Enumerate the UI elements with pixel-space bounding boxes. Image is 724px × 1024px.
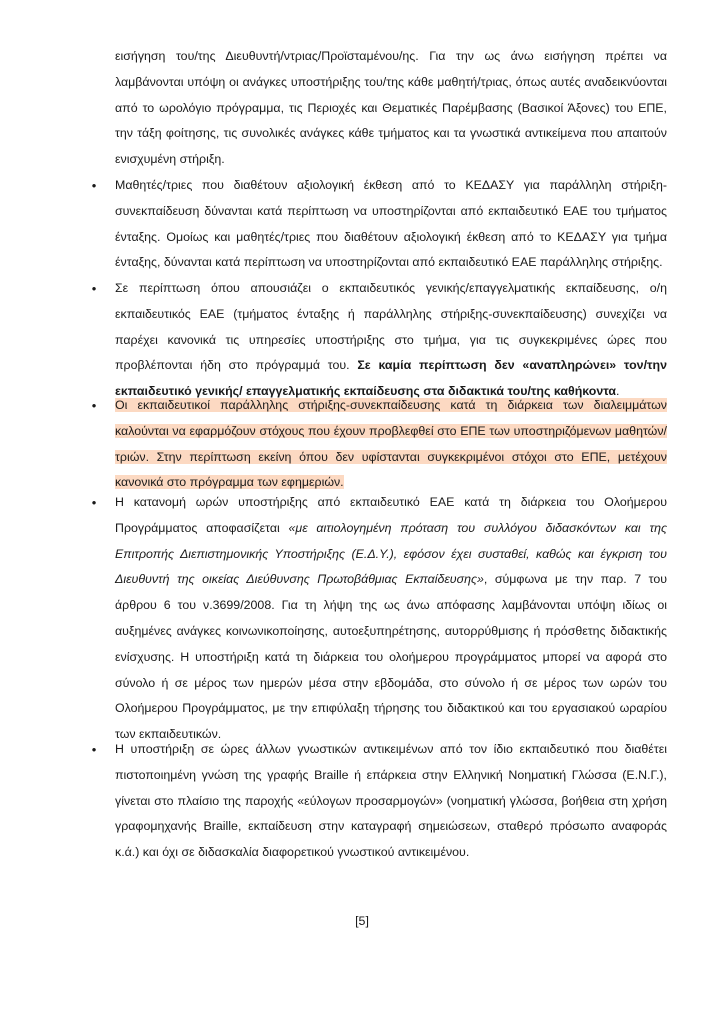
bullet-text-1	[115, 173, 667, 276]
bullet-2-text: Σε περίπτωση όπου απουσιάζει ο εκπαιδευτικός γενικής/επαγγελματικής εκπαίδευσης, ο/η εκπαιδευτικός ΕΑΕ (τμήματος ένταξης ή παράλληλης στήριξης-συνεκπαίδευσης) συνεχίζει να παρέχει κανονικά τις υπηρεσίες υποστήριξης στο τμήμα, για τις συγκεκριμένες ώρες που προβλέπονται ήδη στο πρόγραμμά του.	[115, 281, 667, 373]
bullet-icon: •	[91, 495, 97, 510]
bullet-item-5	[84, 737, 667, 866]
bullet-icon: •	[91, 281, 97, 296]
bullet-1-text: Μαθητές/τριες που διαθέτουν αξιολογική έκθεση από το ΚΕΔΑΣΥ για παράλληλη στήριξη-συνεκπαίδευση δύνανται κατά περίπτωση να υποστηρίζονται από εκπαιδευτικό ΕΑΕ του τμήματος ένταξης. Ομοίως και μαθητές/τριες που διαθέτουν αξιολογική έκθεση από το ΚΕΔΑΣΥ για τμήμα ένταξης, δύνανται κατά περίπτωση να υποστηρίζονται από εκπαιδευτικό ΕΑΕ παράλληλης στήριξης.	[115, 178, 667, 270]
bullet-2-end: .	[616, 384, 620, 399]
intro-paragraph	[115, 44, 667, 173]
bullet-item-4	[84, 490, 667, 748]
bullet-text-4	[115, 490, 667, 748]
bullet-4-italic-quote: «με αιτιολογημένη πρόταση του συλλόγου διδασκόντων και της Επιτροπής Διεπιστημονικής Υποστήριξης (Ε.Δ.Υ.), εφόσον έχει συσταθεί, καθώς και έγκριση του Διευθυντή της οικείας Διεύθυνσης Πρωτοβάθμιας Εκπαίδευσης»	[115, 520, 667, 587]
bullet-5-text: Η υποστήριξη σε ώρες άλλων γνωστικών αντικειμένων από τον ίδιο εκπαιδευτικό που διαθέτει πιστοποιημένη γνώση της γραφής Braille ή επάρκεια στην Ελληνική Νοηματική Γλώσσα (Ε.Ν.Γ.), γίνεται στο πλαίσιο της παροχής «εύλογων προσαρμογών» (νοηματική γλώσσα, βοήθεια στη χρήση γραφομηχανής Braille, εκπαίδευση στην καταγραφή σημειώσεων, σταθερό πρόσωπο αναφοράς κ.ά.) και όχι σε διδασκαλία διαφορετικού γνωστικού αντικειμένου.	[115, 742, 667, 860]
bullet-4-text-1: Η κατανομή ωρών υποστήριξης από εκπαιδευτικό ΕΑΕ κατά τη διάρκεια του Ολοήμερου Προγράμματος αποφασίζεται	[115, 495, 667, 535]
bullet-item-3	[84, 393, 667, 496]
bullet-icon: •	[91, 398, 97, 413]
bullet-text-5	[115, 737, 667, 866]
bullet-3-highlighted-text: Οι εκπαιδευτικοί παράλληλης στήριξης-συνεκπαίδευσης κατά τη διάρκεια των διαλειμμάτων καλούνται να εφαρμόζουν στόχους που έχουν προβλεφθεί στο ΕΠΕ των υποστηριζόμενων μαθητών/τριών. Στην περίπτωση εκείνη όπου δεν υφίστανται συγκεκριμένοι στόχοι στο ΕΠΕ, μετέχουν κανονικά στο πρόγραμμα των εφημεριών.	[115, 398, 667, 490]
bullet-item-1	[84, 173, 667, 276]
bullet-icon: •	[91, 178, 97, 193]
bullet-2-bold-text: Σε καμία περίπτωση δεν «αναπληρώνει» τον/την εκπαιδευτικό γενικής/ επαγγελματικής εκπαίδευσης στα διδακτικά του/της καθήκοντα	[115, 358, 668, 399]
bullet-icon: •	[91, 742, 97, 757]
intro-text: εισήγηση του/της Διευθυντή/ντριας/Προϊσταμένου/ης. Για την ως άνω εισήγηση πρέπει να λαμβάνονται υπόψη οι ανάγκες υποστήριξης του/της κάθε μαθητή/τριας, όπως αυτές αναδεικνύονται από το ωρολόγιο πρόγραμμα, τις Περιοχές και Θεματικές Παρέμβασης (Βασικοί Άξονες) του ΕΠΕ, την τάξη φοίτησης, τις συνολικές ανάγκες κάθε τμήματος και τα γνωστικά αντικείμενα που απαιτούν ενισχυμένη στήριξη.	[115, 49, 667, 167]
page-number: [5]	[355, 914, 369, 928]
bullet-text-2	[115, 276, 667, 405]
bullet-item-2	[84, 276, 667, 405]
bullet-4-text-2: , σύμφωνα με την παρ. 7 του άρθρου 6 του ν.3699/2008. Για τη λήψη της ως άνω απόφασης λαμβάνονται υπόψη ιδίως οι αυξημένες ανάγκες κοινωνικοποίησης, αυτοεξυπηρέτησης, αυτορρύθμισης ή πρόσθετης διδακτικής ενίσχυσης. Η υποστήριξη κατά τη διάρκεια του ολοήμερου προγράμματος μπορεί να αφορά στο σύνολο ή σε μέρος των ημερών μέσα στην εβδομάδα, στο σύνολο ή σε μέρος των ωρών του Ολοήμερου Προγράμματος, με την επιφύλαξη τήρησης του διδακτικού και του εργασιακού ωραρίου των εκπαιδευτικών.	[115, 572, 667, 742]
bullet-text-3	[115, 393, 667, 496]
